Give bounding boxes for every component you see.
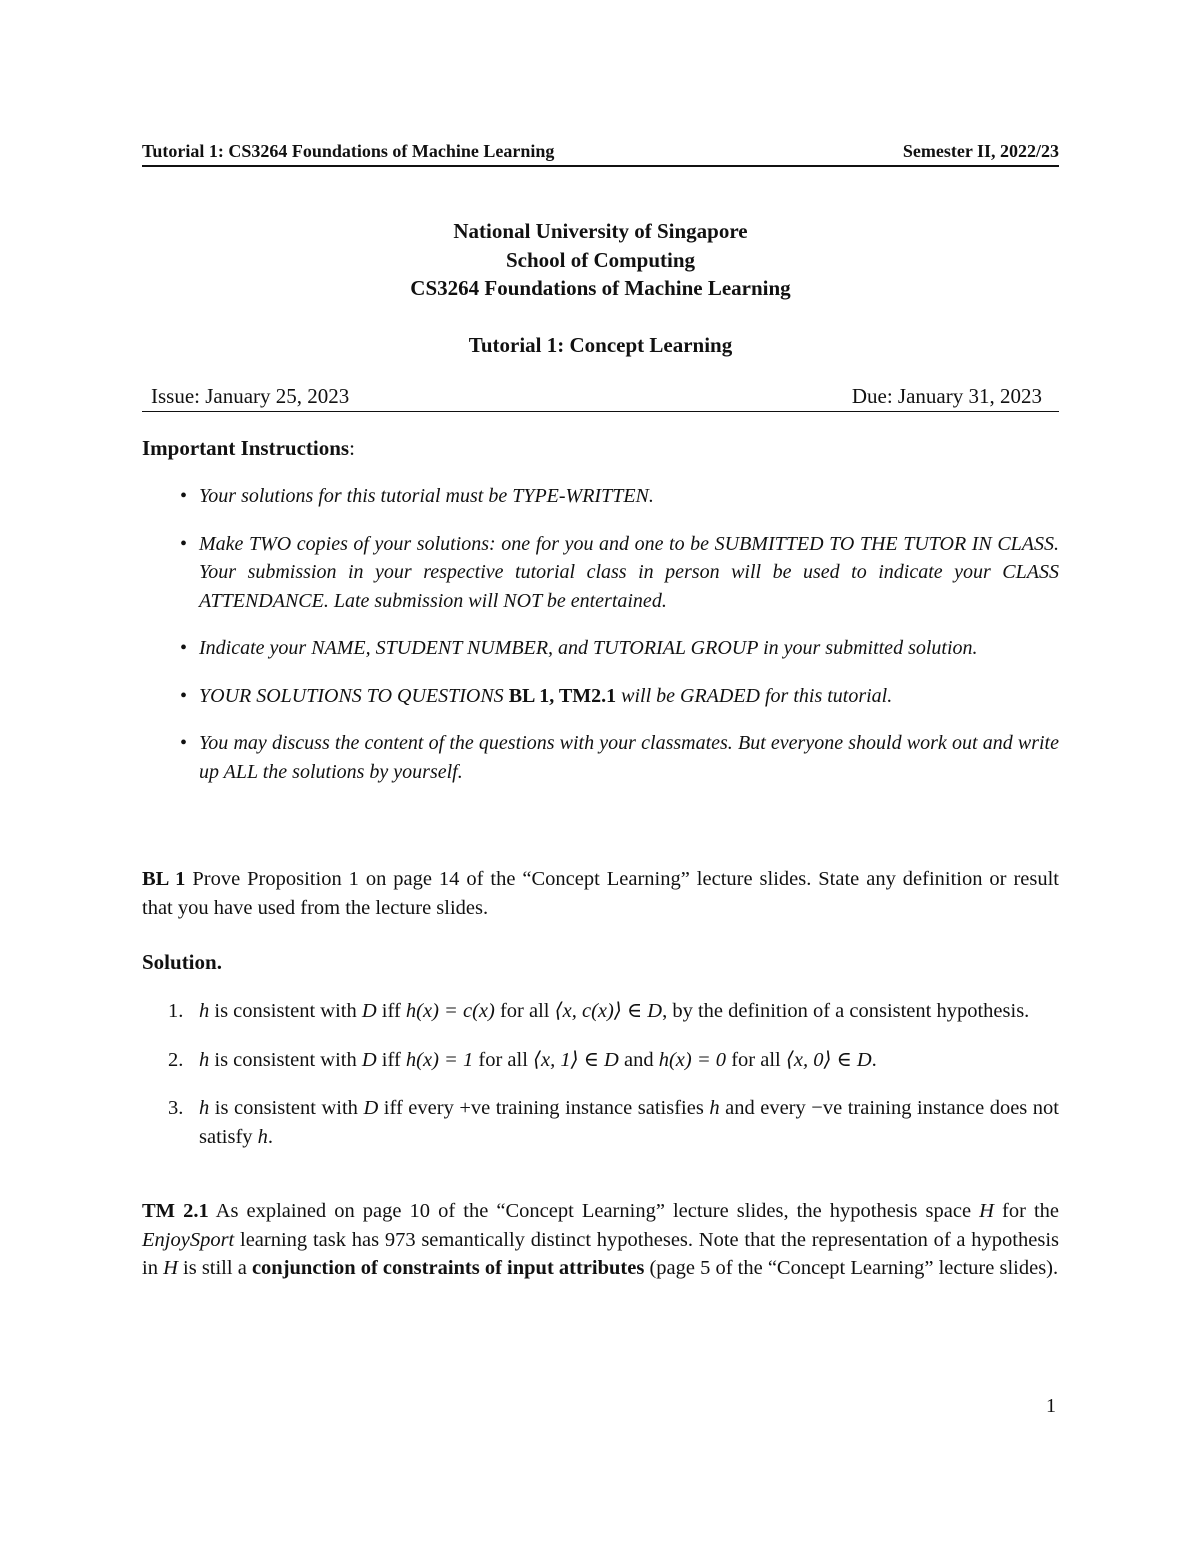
instructions-heading: Important Instructions: xyxy=(142,436,355,460)
bullet-icon: • xyxy=(180,684,188,707)
bullet-icon: • xyxy=(180,637,188,659)
header-right: Semester II, 2022/23 xyxy=(902,141,1059,161)
question-label: TM 2.1 xyxy=(142,1200,209,1222)
instruction-item: • Your solutions for this tutorial must be TYPE-WRITTEN. xyxy=(142,482,1059,511)
instruction-item: • You may discuss the content of the questions with your classmates. But everyone should work out and write up ALL the solutions by yourself. xyxy=(142,729,1059,786)
instruction-item: • Make TWO copies of your solutions: one for you and one to be SUBMITTED TO THE TUTOR IN CLASS. Your submission in your respective tutorial class in person will be used to indicate your CLASS ATTENDANCE. Late submission will NOT be entertained. xyxy=(142,530,1059,616)
bullet-icon: • xyxy=(180,732,188,754)
instruction-item: • YOUR SOLUTIONS TO QUESTIONS BL 1, TM2.1 will be GRADED for this tutorial. xyxy=(142,682,1059,711)
question-tm21: TM 2.1 As explained on page 10 of the “Concept Learning” lecture slides, the hypothesis space H for the EnjoySport learning task has 973 semantically distinct hypotheses. Note that the representation of a hypothesis in H is still a conjunction of constraints of input attributes (page 5 of the “Concept Learning” lecture slides). xyxy=(142,1200,1060,1279)
due-date: Due: January 31, 2023 xyxy=(851,384,1042,408)
solution-step: 1. h is consistent with D iff h(x) = c(x) for all ⟨x, c(x)⟩ ∈ D, by the definition of a consistent hypothesis. xyxy=(168,1000,1030,1022)
issue-date: Issue: January 25, 2023 xyxy=(151,384,350,408)
solution-step: 3. h is consistent with D iff every +ve training instance satisfies h and every −ve training instance does not satisfy h. xyxy=(168,1097,1059,1148)
instruction-item: • Indicate your NAME, STUDENT NUMBER, and TUTORIAL GROUP in your submitted solution. xyxy=(142,634,1059,663)
course-title: CS3264 Foundations of Machine Learning xyxy=(410,276,791,300)
solution-steps xyxy=(142,997,1059,1171)
header-left: Tutorial 1: CS3264 Foundations of Machine Learning xyxy=(142,141,555,161)
instructions-list xyxy=(142,482,1059,805)
school-title: School of Computing xyxy=(505,247,696,272)
question-bl1: BL 1 Prove Proposition 1 on page 14 of the “Concept Learning” lecture slides. State any definition or result that you have used from the lecture slides. xyxy=(142,868,1059,919)
title-block xyxy=(142,217,1059,359)
bullet-icon: • xyxy=(180,485,188,507)
question-label: BL 1 xyxy=(142,868,186,890)
solution-heading: Solution. xyxy=(142,950,222,974)
page-number: 1 xyxy=(1046,1395,1056,1417)
tutorial-title: Tutorial 1: Concept Learning xyxy=(468,332,733,357)
running-header xyxy=(142,141,1059,167)
university-title: National University of Singapore xyxy=(453,219,748,243)
bullet-icon: • xyxy=(180,532,188,555)
solution-step: 2. h is consistent with D iff h(x) = 1 for all ⟨x, 1⟩ ∈ D and h(x) = 0 for all ⟨x, 0⟩ ∈ D. xyxy=(168,1048,877,1071)
dates-row xyxy=(142,383,1059,412)
